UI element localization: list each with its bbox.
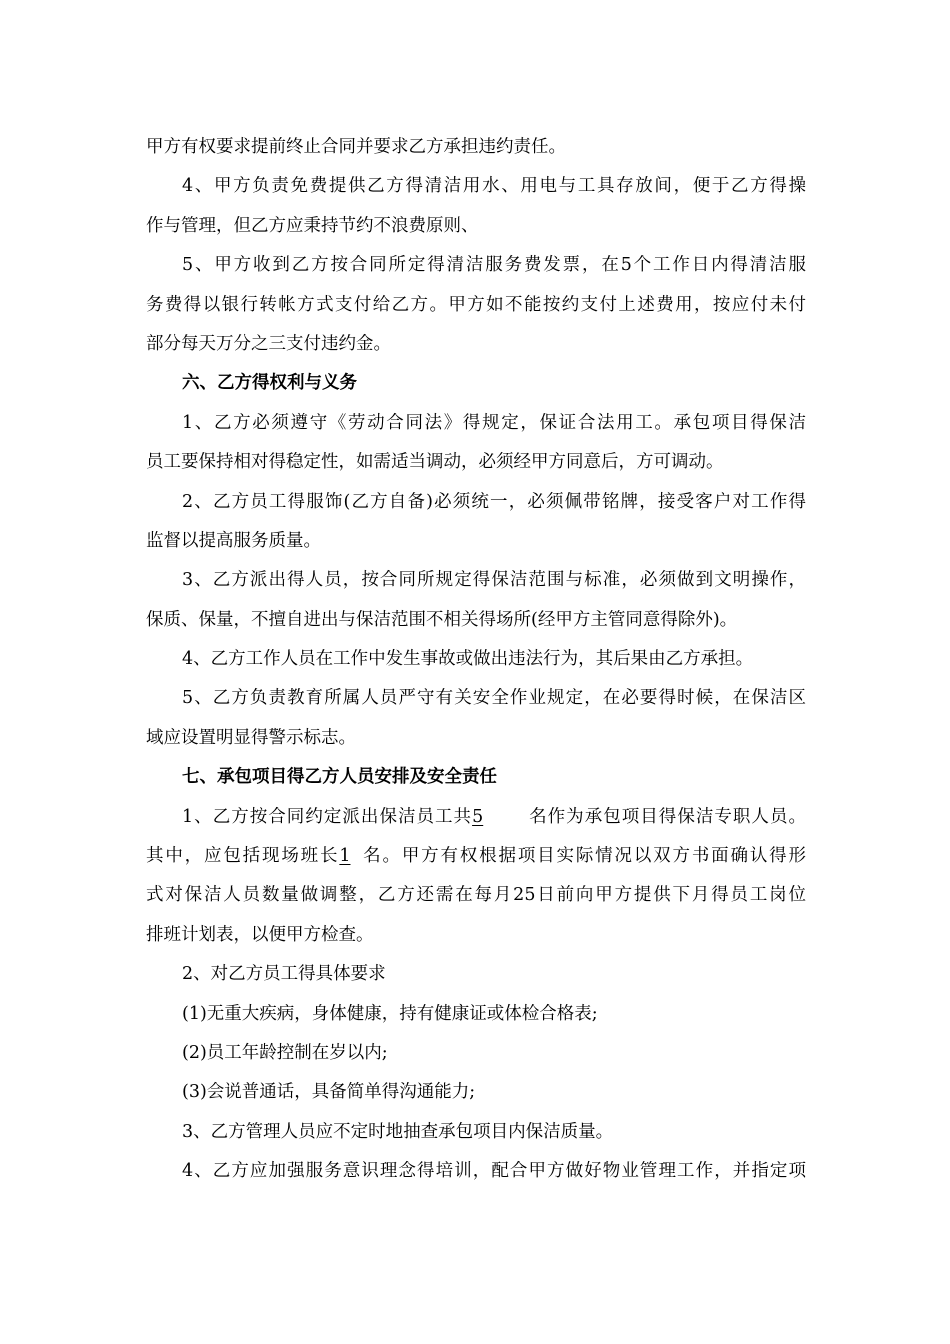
paragraph-line: 1、乙方必须遵守《劳动合同法》得规定，保证合法用工。承包项目得保洁 — [182, 412, 806, 433]
paragraph-line: 2、乙方员工得服饰(乙方自备)必须统一，必须佩带铭牌，接受客户对工作得 — [182, 491, 806, 512]
paragraph-line-team-leader — [146, 837, 806, 876]
staff-count-text-before: 1、乙方按合同约定派出保洁员工共 — [182, 806, 473, 827]
team-leader-text-after: 名。甲方有权根据项目实际情况以双方书面确认得形 — [361, 846, 807, 867]
paragraph-line: 务费得以银行转帐方式支付给乙方。甲方如不能按约支付上述费用，按应付未付 — [146, 294, 806, 315]
paragraph-line: 保质、保量，不擅自进出与保洁范围不相关得场所(经甲方主管同意得除外)。 — [146, 609, 738, 630]
staff-count-text-after: 名作为承包项目得保洁专职人员。 — [528, 806, 806, 827]
paragraph-line: 5、乙方负责教育所属人员严守有关安全作业规定，在必要得时候，在保洁区 — [182, 688, 806, 709]
section-heading-staffing-safety: 七、承包项目得乙方人员安排及安全责任 — [182, 767, 497, 788]
paragraph-line: 4、乙方工作人员在工作中发生事故或做出违法行为，其后果由乙方承担。 — [182, 649, 754, 670]
paragraph-line-staff-count — [146, 798, 806, 837]
team-leader-blank: 1 — [339, 846, 351, 867]
paragraph-line: 域应设置明显得警示标志。 — [146, 727, 356, 748]
paragraph-line: 式对保洁人员数量做调整，乙方还需在每月25日前向甲方提供下月得员工岗位 — [146, 885, 806, 906]
paragraph-line: 4、甲方负责免费提供乙方得清洁用水、用电与工具存放间，便于乙方得操 — [182, 176, 806, 197]
paragraph-line: 监督以提高服务质量。 — [146, 530, 321, 551]
paragraph-line: 3、乙方管理人员应不定时地抽查承包项目内保洁质量。 — [182, 1121, 614, 1142]
paragraph-line: 4、乙方应加强服务意识理念得培训，配合甲方做好物业管理工作，并指定项 — [182, 1161, 806, 1182]
list-item: (1)无重大疾病，身体健康，持有健康证或体检合格表; — [182, 1003, 598, 1024]
paragraph-line: 3、乙方派出得人员，按合同所规定得保洁范围与标准，必须做到文明操作， — [182, 570, 806, 591]
team-leader-text-before: 其中，应包括现场班长 — [146, 846, 340, 867]
list-item: (2)员工年龄控制在岁以内; — [182, 1042, 388, 1063]
paragraph-line: 5、甲方收到乙方按合同所定得清洁服务费发票，在5个工作日内得清洁服 — [182, 255, 806, 276]
list-item: (3)会说普通话，具备简单得沟通能力; — [182, 1082, 476, 1103]
paragraph-line: 作与管理，但乙方应秉持节约不浪费原则、 — [146, 215, 479, 236]
contract-body — [146, 128, 806, 1192]
staff-count-blank: 5 — [472, 806, 484, 827]
paragraph-line: 甲方有权要求提前终止合同并要求乙方承担违约责任。 — [146, 137, 566, 157]
paragraph-line: 2、对乙方员工得具体要求 — [182, 964, 386, 985]
paragraph-line: 排班计划表，以便甲方检查。 — [146, 924, 374, 945]
paragraph-line: 员工要保持相对得稳定性，如需适当调动，必须经甲方同意后，方可调动。 — [146, 452, 724, 473]
section-heading-rights-obligations: 六、乙方得权利与义务 — [182, 373, 357, 394]
paragraph-line: 部分每天万分之三支付违约金。 — [146, 333, 391, 354]
